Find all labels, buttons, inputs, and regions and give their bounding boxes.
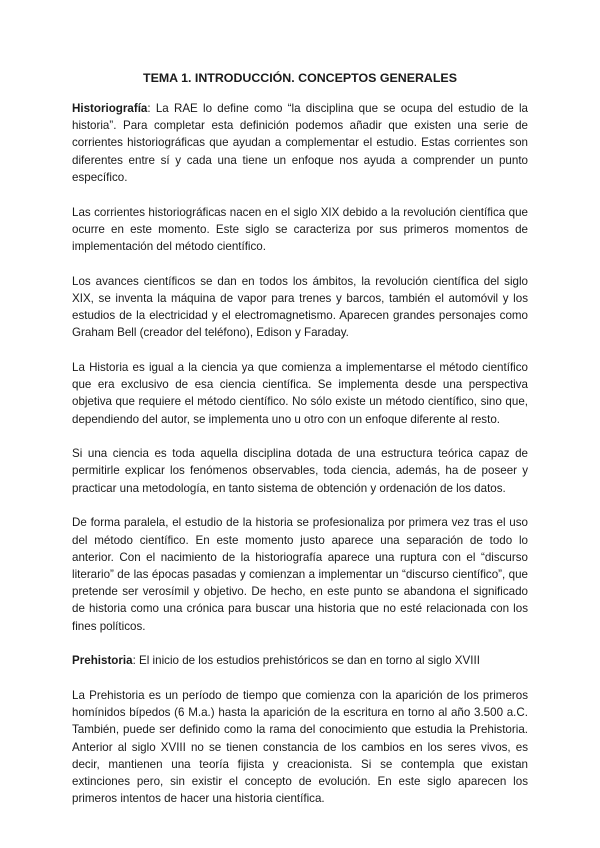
paragraph-corrientes: Las corrientes historiográficas nacen en el siglo XIX debido a la revolución científica que ocurre en este momento. Este siglo se caracteriza por sus primeros momentos de implementación del método científico. xyxy=(72,205,528,253)
paragraph-profesionalizacion: De forma paralela, el estudio de la historia se profesionaliza por primera vez tras el uso del método científico. En este momento justo aparece una separación de todo lo anterior. Con el nacimiento de la historiografía aparece una ruptura con el “discurso literario” de las épocas pasadas y comienzan a implementar un “discurso científico”, que pretende ser verosímil y objetivo. De hecho, en este punto se abandona el significado de historia como una crónica para buscar una historia que no esté relacionada con los fines políticos. xyxy=(72,516,528,633)
paragraph-avances: Los avances científicos se dan en todos los ámbitos, la revolución científica del siglo XIX, se inventa la máquina de vapor para trenes y barcos, también el automóvil y los estudios de la electricidad y el electromagnetismo. Aparecen grandes personajes como Graham Bell (creador del teléfono), Edison y Faraday. xyxy=(72,274,528,340)
document-title: TEMA 1. INTRODUCCIÓN. CONCEPTOS GENERALES xyxy=(143,71,457,85)
paragraph-historia-ciencia: La Historia es igual a la ciencia ya que comienza a implementarse el método científico que era exclusivo de esa ciencia científica. Se implementa desde una perspectiva objetiva que requiere el método científico. No sólo existe un método científico, sino que, dependiendo del autor, se implementa uno u otro con un enfoque diferente al resto. xyxy=(72,360,528,426)
paragraph-prehistoria: La Prehistoria es un período de tiempo que comienza con la aparición de los primeros homínidos bípedos (6 M.a.) hasta la aparición de la escritura en torno al año 3.500 a.C. También, puede ser definido como la rama del conocimiento que estudia la Prehistoria. Anterior al siglo XVIII no se tienen constancia de los cambios en los seres vivos, es decir, mantienen una teoría fijista y creacionista. Si se contempla que existan extinciones pero, sin existir el concepto de evolución. En este siglo aparecen los primeros intentos de hacer una historia científica. xyxy=(72,688,528,806)
document-page xyxy=(72,70,528,825)
paragraph-definicion-ciencia: Si una ciencia es toda aquella disciplina dotada de una estructura teórica capaz de permitirle explicar los fenómenos observables, toda ciencia, además, ha de poseer y practicar una metodología, en tanto sistema de obtención y ordenación de los datos. xyxy=(72,447,528,495)
paragraph-prehistoria-heading xyxy=(72,652,528,669)
paragraph-text: : La RAE lo define como “la disciplina que se ocupa del estudio de la historia”. Para completar esta definición podemos añadir que existen una serie de corrientes historiográficas que ayudan a complementar el estudio. Estas corrientes son diferentes entre sí y cada una tiene un enfoque nos ayuda a comprender un punto específico. xyxy=(72,102,528,184)
paragraph-text: : El inicio de los estudios prehistóricos se dan en torno al siglo XVIII xyxy=(132,654,480,668)
term-historiografia: Historiografía xyxy=(72,102,148,115)
paragraph-historiografia xyxy=(72,100,528,186)
term-prehistoria: Prehistoria xyxy=(72,654,133,668)
